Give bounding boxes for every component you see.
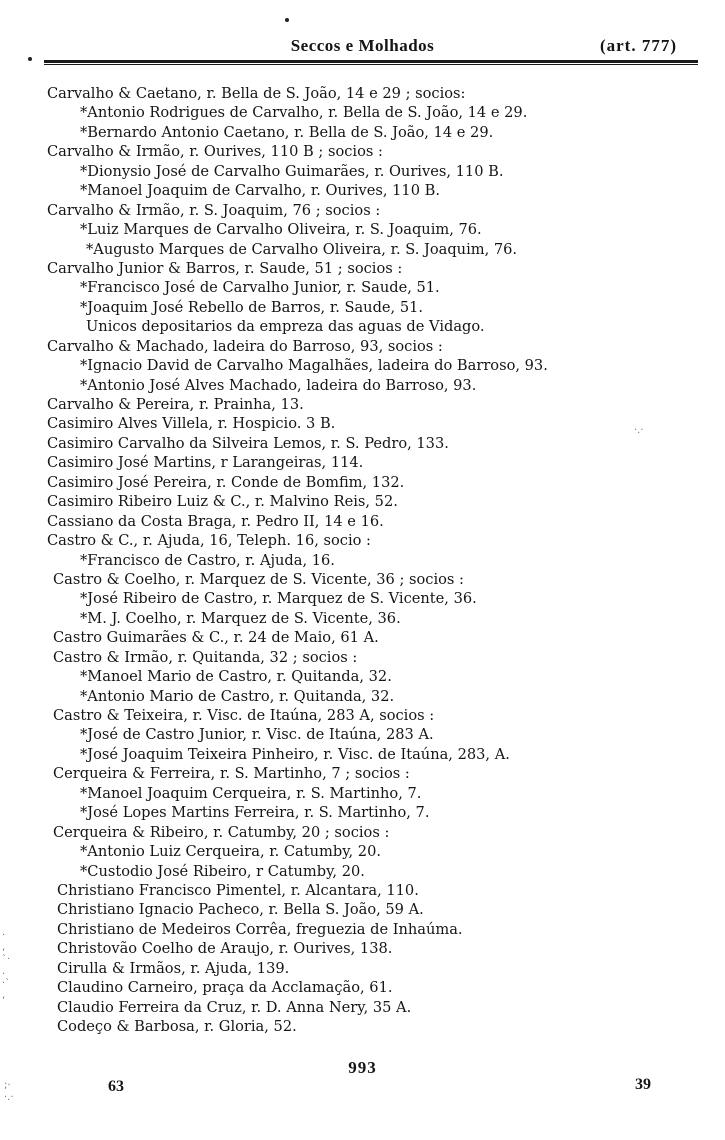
firm-entry: Castro & Irmão, r. Quitanda, 32 ; socios : [53, 648, 358, 666]
firm-entry: Castro & Teixeira, r. Visc. de Itaúna, 283 A, socios : [53, 707, 435, 724]
partner-entry: *M. J. Coelho, r. Marquez de S. Vicente, 36. [80, 609, 401, 627]
firm-entry: Casimiro José Pereira, r. Conde de Bomfim, 132. [47, 473, 405, 491]
firm-entry: Christiano de Medeiros Corrêa, freguezia de Inhaúma. [57, 920, 463, 938]
firm-entry: Cassiano da Costa Braga, r. Pedro II, 14 e 16. [47, 512, 384, 530]
running-title: Seccos e Molhados [290, 36, 435, 55]
partner-entry: *Bernardo Antonio Caetano, r. Bella de S. João, 14 e 29. [80, 123, 494, 141]
margin-speckle-decoration: ·.· [634, 425, 644, 436]
firm-entry: Christiano Ignacio Pacheco, r. Bella S. João, 59 A. [57, 901, 424, 919]
article-reference: (art. 777) [599, 36, 677, 55]
firm-entry: Cerqueira & Ferreira, r. S. Martinho, 7 ; socios : [53, 765, 410, 783]
firm-entry: Christiano Francisco Pimentel, r. Alcantara, 110. [57, 881, 419, 899]
firm-entry: Casimiro José Martins, r Larangeiras, 114. [47, 454, 364, 472]
firm-entry: Carvalho & Irmão, r. S. Joaquim, 76 ; socios : [47, 201, 381, 219]
firm-entry: Carvalho & Machado, ladeira do Barroso, 93, socios : [47, 337, 443, 355]
header-rule-thin [44, 64, 698, 65]
page-header [0, 36, 725, 62]
partner-entry: *Antonio Luiz Cerqueira, r. Catumby, 20. [80, 843, 381, 861]
partner-entry: *Augusto Marques de Carvalho Oliveira, r. S. Joaquim, 76. [86, 240, 518, 258]
margin-speckle-decoration: ;· ·.· [4, 1080, 14, 1103]
firm-entry: Carvalho & Irmão, r. Ourives, 110 B ; socios : [47, 143, 383, 161]
firm-entry: Carvalho & Pereira, r. Prainha, 13. [47, 396, 304, 413]
partner-entry: *Custodio José Ribeiro, r Catumby, 20. [80, 862, 365, 880]
directory-entries [0, 84, 725, 1036]
firm-entry: Carvalho Junior & Barros, r. Saude, 51 ; socios : [47, 259, 403, 277]
partner-entry: *Antonio Rodrigues de Carvalho, r. Bella de S. João, 14 e 29. [80, 104, 528, 122]
partner-entry: Unicos depositarios da empreza das aguas de Vidago. [86, 318, 485, 336]
partner-entry: *Antonio Mario de Castro, r. Quitanda, 32. [80, 687, 395, 705]
firm-entry: Casimiro Alves Villela, r. Hospicio. 3 B. [47, 415, 336, 433]
partner-entry: *Manoel Joaquim Cerqueira, r. S. Martinho, 7. [80, 784, 422, 802]
partner-entry: *José Ribeiro de Castro, r. Marquez de S. Vicente, 36. [80, 590, 477, 608]
partner-entry: *Joaquim José Rebello de Barros, r. Saude, 51. [80, 298, 424, 316]
firm-entry: Castro & C., r. Ajuda, 16, Teleph. 16, socio : [47, 532, 371, 550]
firm-entry: Castro & Coelho, r. Marquez de S. Vicente, 36 ; socios : [53, 570, 464, 588]
partner-entry: *Dionysio José de Carvalho Guimarães, r. Ourives, 110 B. [80, 162, 504, 180]
ink-dot [285, 18, 289, 22]
firm-entry: Claudio Ferreira da Cruz, r. D. Anna Nery, 35 A. [57, 998, 412, 1016]
page-number: 993 [348, 1058, 377, 1077]
firm-entry: Christovão Coelho de Araujo, r. Ourives, 138. [57, 940, 393, 958]
signature-mark-right: 39 [635, 1076, 651, 1093]
firm-entry: Casimiro Ribeiro Luiz & C., r. Malvino Reis, 52. [47, 493, 398, 511]
partner-entry: *José Joaquim Teixeira Pinheiro, r. Visc. de Itaúna, 283, A. [80, 745, 510, 763]
firm-entry: Castro Guimarães & C., r. 24 de Maio, 61 A. [53, 629, 379, 647]
margin-speckle-decoration: · , `· . ·` , [2, 930, 11, 1001]
partner-entry: *Francisco de Castro, r. Ajuda, 16. [80, 551, 335, 569]
partner-entry: *José Lopes Martins Ferreira, r. S. Martinho, 7. [80, 804, 430, 822]
partner-entry: *Francisco José de Carvalho Junior, r. Saude, 51. [80, 279, 440, 297]
header-rule [44, 60, 698, 63]
partner-entry: *José de Castro Junior, r. Visc. de Itaúna, 283 A. [80, 726, 434, 744]
firm-entry: Carvalho & Caetano, r. Bella de S. João, 14 e 29 ; socios: [47, 85, 466, 102]
firm-entry: Cerqueira & Ribeiro, r. Catumby, 20 ; socios : [53, 823, 390, 841]
partner-entry: *Manoel Mario de Castro, r. Quitanda, 32. [80, 668, 392, 686]
firm-entry: Claudino Carneiro, praça da Acclamação, 61. [57, 979, 393, 997]
firm-entry: Cirulla & Irmãos, r. Ajuda, 139. [57, 959, 290, 977]
partner-entry: *Ignacio David de Carvalho Magalhães, ladeira do Barroso, 93. [80, 357, 548, 375]
signature-mark-left: 63 [108, 1078, 124, 1095]
partner-entry: *Antonio José Alves Machado, ladeira do Barroso, 93. [80, 376, 477, 394]
partner-entry: *Manoel Joaquim de Carvalho, r. Ourives, 110 B. [80, 182, 440, 200]
partner-entry: *Luiz Marques de Carvalho Oliveira, r. S. Joaquim, 76. [80, 221, 482, 239]
firm-entry: Codeço & Barbosa, r. Gloria, 52. [57, 1018, 297, 1035]
firm-entry: Casimiro Carvalho da Silveira Lemos, r. S. Pedro, 133. [47, 434, 449, 452]
